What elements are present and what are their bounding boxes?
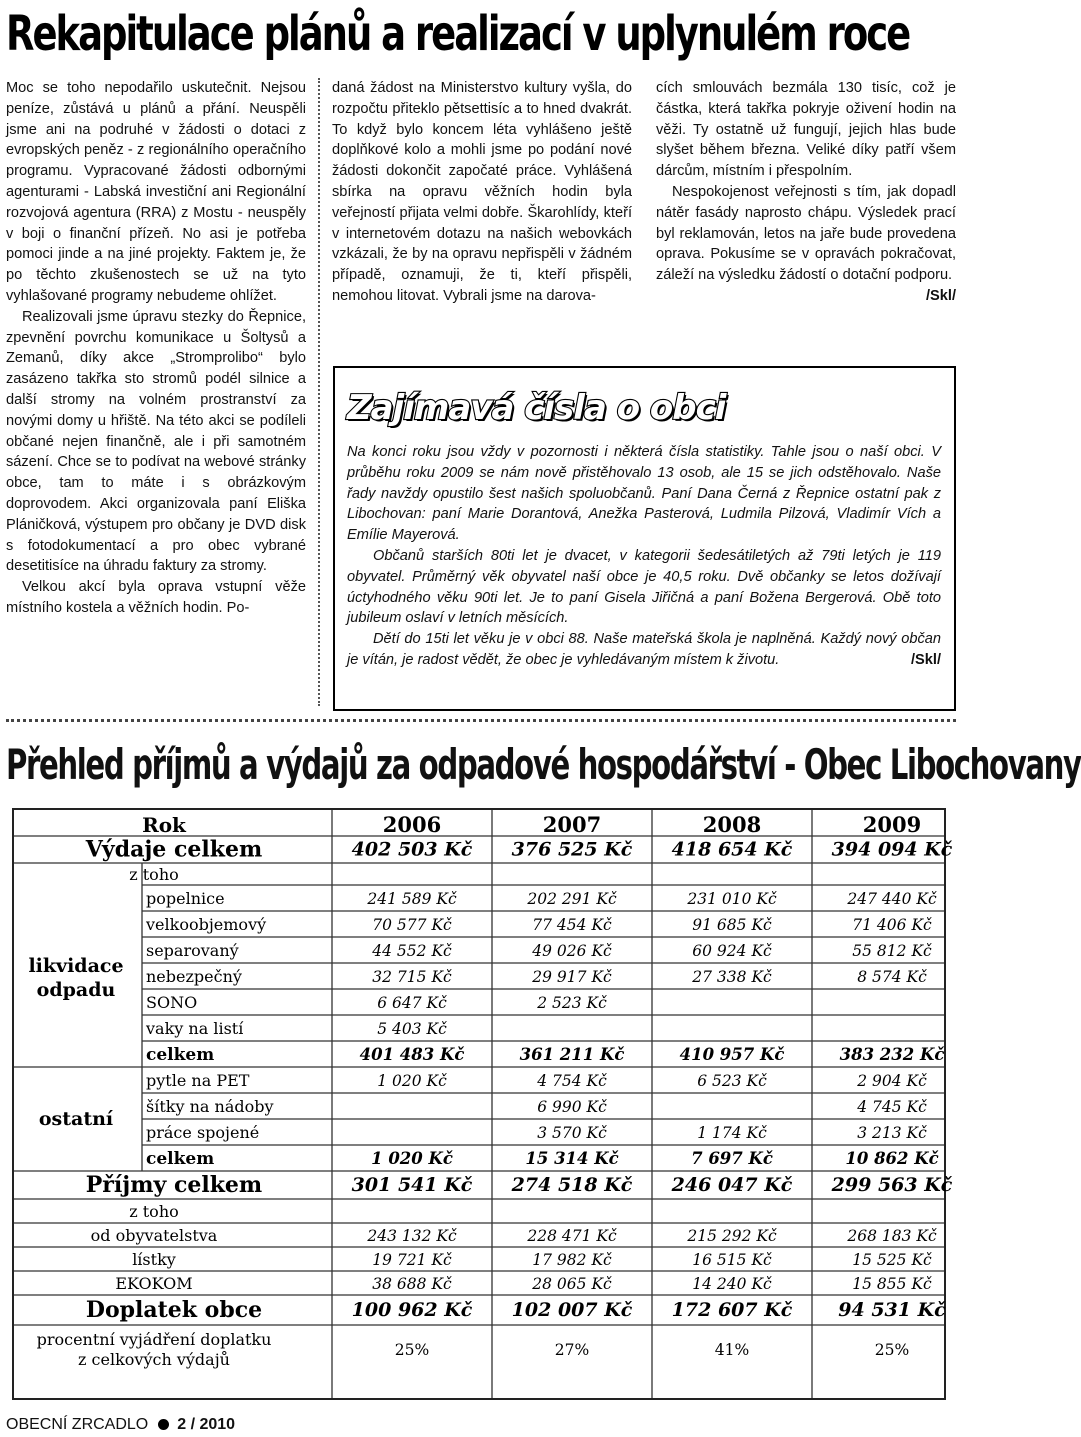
- table-cell: 383 232 Kč: [839, 1045, 945, 1064]
- table-headline: Přehled příjmů a výdajů za odpadové hospodářství - Obec Libochovany: [6, 740, 1081, 789]
- row-label: vaky na listí: [146, 1019, 244, 1038]
- row-label: od obyvatelstva: [90, 1226, 218, 1245]
- table-cell: 243 132 Kč: [367, 1227, 457, 1245]
- table-cell: 70 577 Kč: [372, 916, 452, 934]
- page-footer: [6, 1416, 235, 1434]
- article-paragraph: Realizovali jsme úpravu stezky do Řepnice, zpevnění povrchu komunikace u Šoltysů a Zemanů, díky akce „Stromprolibo“ bylo zasázeno takřka sto stromů podél silnice a další stromy na volném prostranství za novými domy u hřiště. Na této akci se podíleli občané nejen finančně, ale i při samotném sázení. Chce se to podívat na webové stránky obce, tam to máte i s obrázkovým doprovodem. Akci organizovala paní Eliška Pláničková, výstupem pro občany je DVD disk s fotodokumentací a pro obec vybrané desetitisíce na úhradu faktury za stromy.: [6, 308, 306, 575]
- table-cell: 25%: [874, 1341, 910, 1359]
- row-label: celkem: [146, 1149, 215, 1169]
- row-label: Výdaje celkem: [85, 836, 263, 863]
- table-cell: 4 745 Kč: [857, 1098, 927, 1116]
- row-label: z toho: [129, 1202, 179, 1221]
- group-label-likvidace: likvidace: [28, 955, 124, 977]
- row-label: popelnice: [146, 889, 225, 908]
- table-cell: 202 291 Kč: [527, 890, 617, 908]
- table-cell: 6 647 Kč: [377, 994, 447, 1012]
- article-paragraph: Moc se toho nepodařilo uskutečnit. Nejsou peníze, zůstává u plánů a přání. Neuspěli jsme ani na podruhé v žádosti o dotaci z evropských peněz - z regionálního operačního programu. Vypracované žádosti odbornými agenturami - Labská investiční ani Regionální rozvojová agentura (RRA) z Mostu - neuspěly v boji o finanční přízeň. No asi je potřeba pomoci jinde a na jiné projekty. Faktem je, že po těchto zkušenostech se už na tyto vyhlašované programy nebudeme ohlížet.: [6, 80, 306, 304]
- table-cell: 25%: [394, 1341, 430, 1359]
- year-header: 2007: [542, 812, 602, 837]
- table-cell: 246 047 Kč: [671, 1174, 793, 1196]
- year-header: 2006: [382, 812, 442, 837]
- table-cell: 60 924 Kč: [692, 942, 772, 960]
- footer-issue: 2 / 2010: [177, 1416, 236, 1433]
- column-divider: [318, 78, 320, 706]
- year-header: 2009: [862, 812, 922, 837]
- table-cell: 361 211 Kč: [519, 1045, 625, 1064]
- waste-finance-table: [12, 808, 953, 1400]
- table-cell: 29 917 Kč: [532, 968, 612, 986]
- row-label: pytle na PET: [146, 1071, 250, 1090]
- row-label: separovaný: [146, 941, 239, 960]
- table-cell: 5 403 Kč: [377, 1020, 447, 1038]
- row-label: velkoobjemový: [146, 915, 267, 934]
- table-cell: 3 213 Kč: [857, 1124, 927, 1142]
- article-column-3: [656, 78, 956, 307]
- group-label-ostatni: ostatní: [38, 1108, 114, 1130]
- table-cell: 10 862 Kč: [845, 1149, 939, 1168]
- table-cell: 274 518 Kč: [511, 1174, 633, 1196]
- table-cell: 2 904 Kč: [857, 1072, 927, 1090]
- table-cell: 16 515 Kč: [692, 1251, 772, 1269]
- stats-paragraph: Na konci roku jsou vždy v pozornosti i některá čísla statistiky. Tahle jsou o naší obci. V průběhu roku 2009 se nám nově přistěhovalo 13 osob, ale 15 se jich odstěhovalo. Naše řady navždy opustilo šest našich spoluobčanů. Paní Dana Černá z Řepnice ostatní pak z Libochovan: paní Marie Dorantová, Anežka Pasterová, Ludmila Pilzová, Vladimír Vích a Emílie Mayerová.: [347, 444, 941, 544]
- table-cell: 228 471 Kč: [527, 1227, 617, 1245]
- row-label: z toho: [129, 865, 179, 884]
- row-label: práce spojené: [146, 1123, 260, 1142]
- table-cell: 28 065 Kč: [532, 1275, 612, 1293]
- table-svg: [14, 810, 953, 1398]
- table-cell: 6 990 Kč: [537, 1098, 607, 1116]
- table-cell: 17 982 Kč: [532, 1251, 612, 1269]
- row-label: nebezpečný: [146, 967, 242, 986]
- article-paragraph: [656, 182, 956, 304]
- stats-signature: /Skl/: [910, 651, 941, 668]
- group-label-odpadu: odpadu: [36, 979, 116, 1001]
- article-paragraph: cích smlouvách bezmála 130 tisíc, což je částka, která takřka pokryje oživení hodin na věži. Ty ostatně už fungují, jejich hlas bude slyšet během března. Veliké díky patří všem dárcům, místním i přespolním.: [656, 80, 956, 180]
- article-column-2: [332, 78, 632, 307]
- table-cell: 401 483 Kč: [359, 1045, 465, 1064]
- table-cell: 4 754 Kč: [537, 1072, 607, 1090]
- article-column-1: [6, 78, 306, 619]
- table-cell: 19 721 Kč: [372, 1251, 452, 1269]
- row-label: Doplatek obce: [85, 1297, 263, 1323]
- table-cell: 15 314 Kč: [525, 1149, 619, 1168]
- table-cell: 268 183 Kč: [847, 1227, 937, 1245]
- table-cell: 418 654 Kč: [671, 838, 793, 861]
- stats-paragraph: [347, 629, 941, 671]
- table-cell: 3 570 Kč: [537, 1124, 607, 1142]
- row-label-2: z celkových výdajů: [78, 1350, 230, 1369]
- section-divider: [6, 719, 956, 722]
- table-cell: 102 007 Kč: [511, 1299, 633, 1321]
- table-cell: 14 240 Kč: [692, 1275, 772, 1293]
- table-cell: 71 406 Kč: [852, 916, 932, 934]
- row-label: SONO: [146, 993, 198, 1012]
- stats-box: [333, 366, 956, 711]
- table-cell: 402 503 Kč: [351, 838, 473, 861]
- table-cell: 231 010 Kč: [687, 890, 777, 908]
- table-cell: 215 292 Kč: [687, 1227, 777, 1245]
- table-cell: 49 026 Kč: [532, 942, 612, 960]
- bullet-icon: [158, 1419, 169, 1430]
- table-cell: 44 552 Kč: [372, 942, 452, 960]
- table-cell: 247 440 Kč: [847, 890, 937, 908]
- article-paragraph: Velkou akcí byla oprava vstupní věže místního kostela a věžních hodin. Po-: [6, 579, 306, 616]
- table-cell: 100 962 Kč: [351, 1299, 473, 1321]
- table-cell: 2 523 Kč: [537, 994, 607, 1012]
- table-cell: 32 715 Kč: [372, 968, 452, 986]
- table-cell: 172 607 Kč: [671, 1299, 793, 1321]
- stats-paragraph: Občanů starších 80ti let je dvacet, v kategorii šedesátiletých až 79ti letých je 119 obyvatel. Průměrný věk obyvatel naší obce je 40,5 roku. Dvě občanky se letos dožívají úctyhodného věku 90ti let. Je to paní Gisela Jiřičná a paní Božena Bergerová. Obě toto jubileum oslaví v letních měsících.: [347, 547, 941, 627]
- footer-publication: OBECNÍ ZRCADLO: [6, 1416, 149, 1433]
- table-cell: 1 020 Kč: [371, 1149, 453, 1168]
- row-label: Příjmy celkem: [85, 1172, 263, 1198]
- table-cell: 7 697 Kč: [691, 1149, 773, 1168]
- table-cell: 1 174 Kč: [697, 1124, 767, 1142]
- table-cell: 299 563 Kč: [831, 1174, 953, 1196]
- table-cell: 394 094 Kč: [831, 838, 953, 861]
- stats-paragraph-text: Dětí do 15ti let věku je v obci 88. Naše mateřská škola je naplněná. Každý nový občan je vítán, je radost vědět, že obec je vyhledávaným místem k životu.: [347, 631, 941, 668]
- table-cell: 410 957 Kč: [679, 1045, 785, 1064]
- table-cell: 91 685 Kč: [692, 916, 772, 934]
- row-label: šítky na nádoby: [146, 1097, 274, 1116]
- table-cell: 55 812 Kč: [852, 942, 932, 960]
- row-label: procentní vyjádření doplatku: [36, 1330, 272, 1349]
- year-header: 2008: [702, 812, 762, 837]
- table-cell: 301 541 Kč: [351, 1174, 473, 1196]
- stats-box-text: [347, 442, 941, 671]
- table-cell: 27 338 Kč: [692, 968, 772, 986]
- table-cell: 6 523 Kč: [697, 1072, 767, 1090]
- table-cell: 15 855 Kč: [852, 1275, 932, 1293]
- table-cell: 27%: [554, 1341, 590, 1359]
- table-cell: 1 020 Kč: [377, 1072, 447, 1090]
- row-label: EKOKOM: [115, 1274, 193, 1293]
- table-cell: 8 574 Kč: [857, 968, 927, 986]
- table-cell: 94 531 Kč: [838, 1299, 946, 1321]
- article-signature: /Skl/: [925, 287, 956, 304]
- article-paragraph-text: Nespokojenost veřejnosti s tím, jak dopadl nátěr fasády naprosto chápu. Výsledek prací byl reklamován, letos na jaře bude provedena oprava. Pokusíme se v opravách pokračovat, záleží na výsledku žádostí o dotační podporu.: [656, 183, 956, 284]
- table-cell: 77 454 Kč: [532, 916, 612, 934]
- stats-box-title: Zajímavá čísla o obci: [347, 388, 726, 428]
- table-cell: 376 525 Kč: [511, 838, 633, 861]
- table-cell: 241 589 Kč: [367, 890, 457, 908]
- table-cell: 15 525 Kč: [852, 1251, 932, 1269]
- page-headline: Rekapitulace plánů a realizací v uplynulém roce: [6, 6, 910, 62]
- table-cell: 38 688 Kč: [372, 1275, 452, 1293]
- table-cell: 41%: [714, 1341, 750, 1359]
- year-header-label: Rok: [142, 813, 186, 837]
- row-label: lístky: [132, 1250, 176, 1269]
- row-label: celkem: [146, 1045, 215, 1065]
- article-paragraph: daná žádost na Ministerstvo kultury vyšla, do rozpočtu přiteklo pětsettisíc a to hned dvakrát. To když bylo koncem léta vyhlášeno ještě doplňkové kolo a mohli jsme po podání nové žádosti dokončit započaté práce. Vyhlášená sbírka na opravu věžních hodin byla veřejností přijata velmi dobře. Škarohlídy, kteří v internetovém dotazu na našich webovkách vzkázali, že by na opravu nepřispěli v žádném případě, oznamuji, že ti, kteří přispěli, nemohou litovat. Vybrali jsme na darova-: [332, 80, 632, 304]
